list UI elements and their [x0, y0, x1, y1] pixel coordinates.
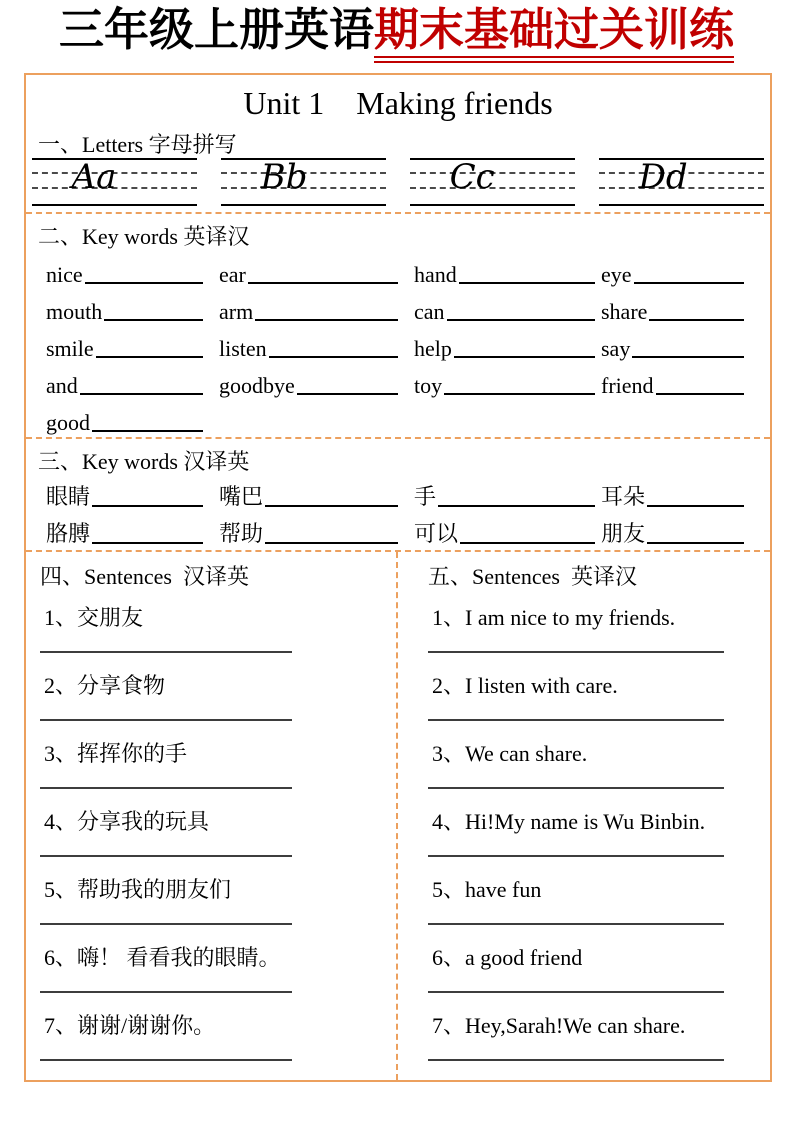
four-line-writing-guide	[221, 158, 386, 206]
keyword-item	[601, 362, 760, 399]
four-line-writing-guide	[599, 158, 764, 206]
answer-blank	[92, 505, 203, 507]
answer-blank	[96, 356, 203, 358]
keyword-item	[46, 325, 219, 362]
four-line-writing-guide	[32, 158, 197, 206]
guide-letters: Aa	[71, 157, 117, 197]
answer-blank	[438, 505, 595, 507]
keyword-word: ear	[219, 262, 246, 287]
keyword-item	[414, 251, 601, 288]
keyword-word: 胳膊	[46, 521, 91, 546]
section-sentences-cn	[26, 552, 396, 1080]
sentence-item	[428, 729, 762, 797]
keyword-item	[219, 474, 414, 511]
keyword-word: eye	[601, 262, 632, 287]
keyword-word: goodbye	[219, 373, 295, 398]
keyword-item	[219, 362, 414, 399]
keyword-item	[414, 288, 601, 325]
answer-line	[428, 923, 724, 925]
sentence-item	[40, 797, 388, 865]
answer-blank	[656, 393, 744, 395]
keyword-word: nice	[46, 262, 83, 287]
answer-blank	[85, 282, 203, 284]
sentence-text: 6、嗨！ 看看我的眼睛。	[44, 945, 281, 970]
keyword-word: listen	[219, 336, 267, 361]
sentence-item	[40, 729, 388, 797]
sentence-item	[428, 797, 762, 865]
keyword-word: share	[601, 299, 648, 324]
sentence-item	[428, 865, 762, 933]
sentence-item	[428, 661, 762, 729]
sentence-text: 3、挥挥你的手	[44, 741, 188, 766]
keyword-word: 朋友	[601, 521, 646, 546]
sentence-text: 4、Hi!My name is Wu Binbin.	[432, 809, 706, 834]
keyword-word: toy	[414, 373, 443, 398]
sentence-item	[40, 593, 388, 661]
answer-blank	[447, 319, 595, 321]
keyword-item	[46, 399, 219, 436]
section-sentences-en	[396, 552, 770, 1080]
keyword-word: good	[46, 410, 90, 435]
answer-blank	[248, 282, 398, 284]
answer-line	[40, 651, 292, 653]
answer-blank	[265, 505, 398, 507]
answer-blank	[80, 393, 203, 395]
keyword-word: can	[414, 299, 445, 324]
keyword-word: arm	[219, 299, 254, 324]
keyword-word: 嘴巴	[219, 484, 264, 509]
keyword-item	[601, 325, 760, 362]
unit-title: Unit 1 Making friends	[243, 85, 553, 121]
keyword-word: smile	[46, 336, 94, 361]
section-divider	[26, 212, 770, 214]
sentence-item	[40, 865, 388, 933]
answer-line	[428, 855, 724, 857]
answer-blank	[92, 430, 203, 432]
keyword-word: 可以	[414, 521, 459, 546]
keyword-item	[601, 474, 760, 511]
sentence-text: 4、分享我的玩具	[44, 809, 210, 834]
answer-line	[428, 719, 724, 721]
answer-blank	[647, 542, 744, 544]
keyword-item	[601, 511, 760, 548]
answer-line	[428, 651, 724, 653]
keyword-item	[219, 288, 414, 325]
guide-letters: Dd	[638, 157, 688, 197]
answer-blank	[634, 282, 744, 284]
sentence-text: 6、a good friend	[432, 945, 583, 970]
answer-blank	[632, 356, 744, 358]
sentences-cn-list	[40, 593, 388, 1069]
keyword-item	[414, 325, 601, 362]
guide-letters: Cc	[449, 157, 495, 197]
keyword-word: say	[601, 336, 631, 361]
answer-blank	[460, 542, 595, 544]
keywords-en-grid	[46, 251, 760, 436]
keyword-word: mouth	[46, 299, 103, 324]
section-keywords-cn-heading: 三、Key words 汉译英	[38, 449, 250, 474]
section-keywords-en-heading: 二、Key words 英译汉	[38, 224, 250, 249]
keyword-item	[219, 325, 414, 362]
sentence-text: 7、Hey,Sarah!We can share.	[432, 1013, 686, 1038]
answer-line	[40, 787, 292, 789]
keyword-item	[46, 362, 219, 399]
answer-blank	[444, 393, 595, 395]
keyword-word: 帮助	[219, 521, 264, 546]
sentence-text: 1、I am nice to my friends.	[432, 605, 676, 630]
answer-line	[428, 1059, 724, 1061]
section-divider	[26, 437, 770, 439]
keyword-item	[414, 474, 601, 511]
four-line-writing-guide	[410, 158, 575, 206]
answer-blank	[255, 319, 398, 321]
answer-blank	[104, 319, 203, 321]
answer-blank	[297, 393, 398, 395]
keyword-item	[414, 511, 601, 548]
answer-line	[40, 923, 292, 925]
sentences-en-list	[428, 593, 762, 1069]
answer-line	[40, 855, 292, 857]
keyword-item	[601, 288, 760, 325]
answer-blank	[459, 282, 595, 284]
page-title-red: 期末基础过关训练	[374, 5, 734, 63]
sentence-text: 3、We can share.	[432, 741, 588, 766]
answer-blank	[269, 356, 398, 358]
sentence-text: 2、分享食物	[44, 673, 166, 698]
answer-blank	[92, 542, 203, 544]
keyword-word: 眼睛	[46, 484, 91, 509]
page-title	[0, 4, 793, 63]
sentence-item	[428, 1001, 762, 1069]
sentence-item	[428, 593, 762, 661]
keywords-cn-grid	[46, 474, 760, 548]
sentence-text: 5、帮助我的朋友们	[44, 877, 232, 902]
keyword-item	[219, 511, 414, 548]
section-sentences-en-heading: 五、Sentences 英译汉	[428, 564, 637, 589]
answer-line	[40, 991, 292, 993]
sentence-text: 1、交朋友	[44, 605, 144, 630]
answer-line	[428, 787, 724, 789]
sentence-item	[428, 933, 762, 1001]
sentence-item	[40, 661, 388, 729]
answer-line	[40, 1059, 292, 1061]
answer-blank	[454, 356, 595, 358]
keyword-word: and	[46, 373, 78, 398]
letter-writing-guides	[32, 158, 764, 206]
sentence-item	[40, 933, 388, 1001]
worksheet-sheet	[24, 73, 772, 1082]
section-sentences-cn-heading: 四、Sentences 汉译英	[40, 564, 249, 589]
keyword-word: 手	[414, 484, 437, 509]
answer-line	[40, 719, 292, 721]
keyword-item	[601, 251, 760, 288]
keyword-word: hand	[414, 262, 457, 287]
keyword-word: 耳朵	[601, 484, 646, 509]
answer-blank	[265, 542, 398, 544]
keyword-item	[46, 474, 219, 511]
guide-letters: Bb	[260, 157, 308, 197]
keyword-item	[46, 251, 219, 288]
sentence-text: 7、谢谢/谢谢你。	[44, 1013, 216, 1038]
sentence-text: 5、have fun	[432, 877, 542, 902]
sentence-item	[40, 1001, 388, 1069]
answer-blank	[649, 319, 744, 321]
section-letters-heading: 一、Letters 字母拼写	[38, 132, 237, 157]
keyword-word: friend	[601, 373, 654, 398]
answer-line	[428, 991, 724, 993]
page-title-black: 三年级上册英语	[58, 4, 374, 55]
keyword-item	[414, 362, 601, 399]
keyword-item	[219, 251, 414, 288]
keyword-word: help	[414, 336, 452, 361]
keyword-item	[46, 288, 219, 325]
keyword-item	[46, 511, 219, 548]
sentence-text: 2、I listen with care.	[432, 673, 618, 698]
answer-blank	[647, 505, 744, 507]
sentence-sections	[26, 552, 770, 1080]
